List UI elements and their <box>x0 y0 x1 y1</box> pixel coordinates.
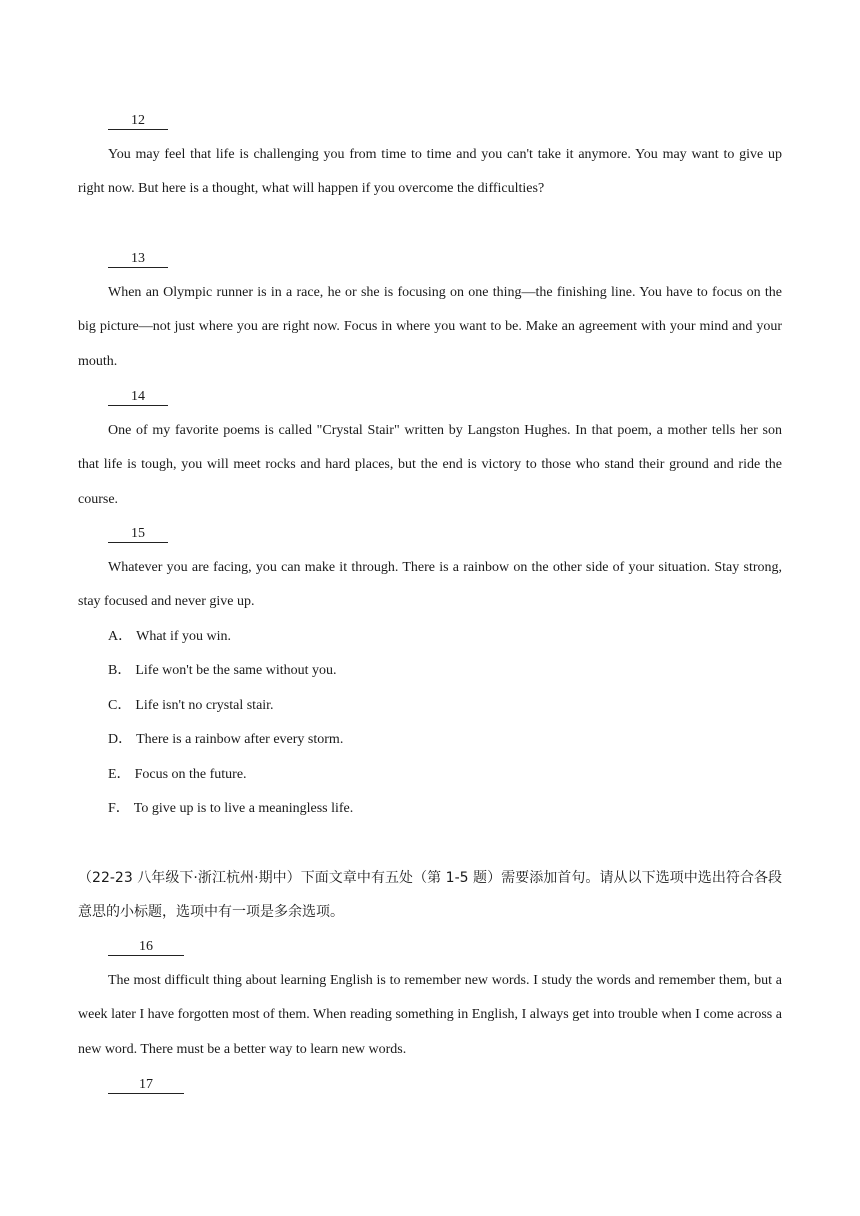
option-c <box>108 696 274 716</box>
option-letter: C． <box>108 698 132 713</box>
option-e <box>108 765 247 785</box>
section-instruction: （22-23 八年级下·浙江杭州·期中）下面文章中有五处（第 1-5 题）需要添加首句。请从以下选项中选出符合各段意思的小标题，选项中有一项是多余选项。 <box>78 870 782 921</box>
option-d <box>108 730 343 750</box>
option-text: There is a rainbow after every storm. <box>136 732 344 747</box>
option-a <box>108 627 231 647</box>
paragraph-5: The most difficult thing about learning English is to remember new words. I study the words and remember them, but a week later I have forgotten most of them. When reading something in English, I always get into trouble when I come across a new word. There must be a better way to learn new words. <box>78 973 782 1057</box>
paragraph-3: One of my favorite poems is called "Crystal Stair" written by Langston Hughes. In that poem, a mother tells her son that life is tough, you will meet rocks and hard places, but the end is victory to those who stand their ground and ride the course. <box>78 423 782 507</box>
option-text: Life isn't no crystal stair. <box>135 698 274 713</box>
option-f <box>108 799 353 819</box>
option-letter: B． <box>108 663 132 678</box>
question-blank-15[interactable]: 15 <box>108 526 168 543</box>
option-letter: F． <box>108 801 130 816</box>
option-letter: D． <box>108 732 133 747</box>
question-blank-16[interactable]: 16 <box>108 939 184 956</box>
option-letter: A． <box>108 629 133 644</box>
question-blank-17[interactable]: 17 <box>108 1077 184 1094</box>
option-text: To give up is to live a meaningless life. <box>133 801 354 816</box>
question-blank-12[interactable]: 12 <box>108 113 168 130</box>
question-blank-14[interactable]: 14 <box>108 389 168 406</box>
question-blank-13[interactable]: 13 <box>108 251 168 268</box>
paragraph-4: Whatever you are facing, you can make it through. There is a rainbow on the other side of your situation. Stay strong, stay focused and never give up. <box>78 560 782 610</box>
paragraph-1: You may feel that life is challenging you from time to time and you can't take it anymore. You may want to give up right now. But here is a thought, what will happen if you overcome the difficulties? <box>78 147 782 197</box>
option-b <box>108 661 337 681</box>
option-text: What if you win. <box>136 629 231 644</box>
option-letter: E． <box>108 767 131 782</box>
paragraph-2: When an Olympic runner is in a race, he or she is focusing on one thing—the finishing line. You have to focus on the big picture—not just where you are right now. Focus in where you want to be. Make an agreement with your mind and your mouth. <box>78 285 782 369</box>
option-text: Life won't be the same without you. <box>135 663 337 678</box>
option-text: Focus on the future. <box>134 767 247 782</box>
